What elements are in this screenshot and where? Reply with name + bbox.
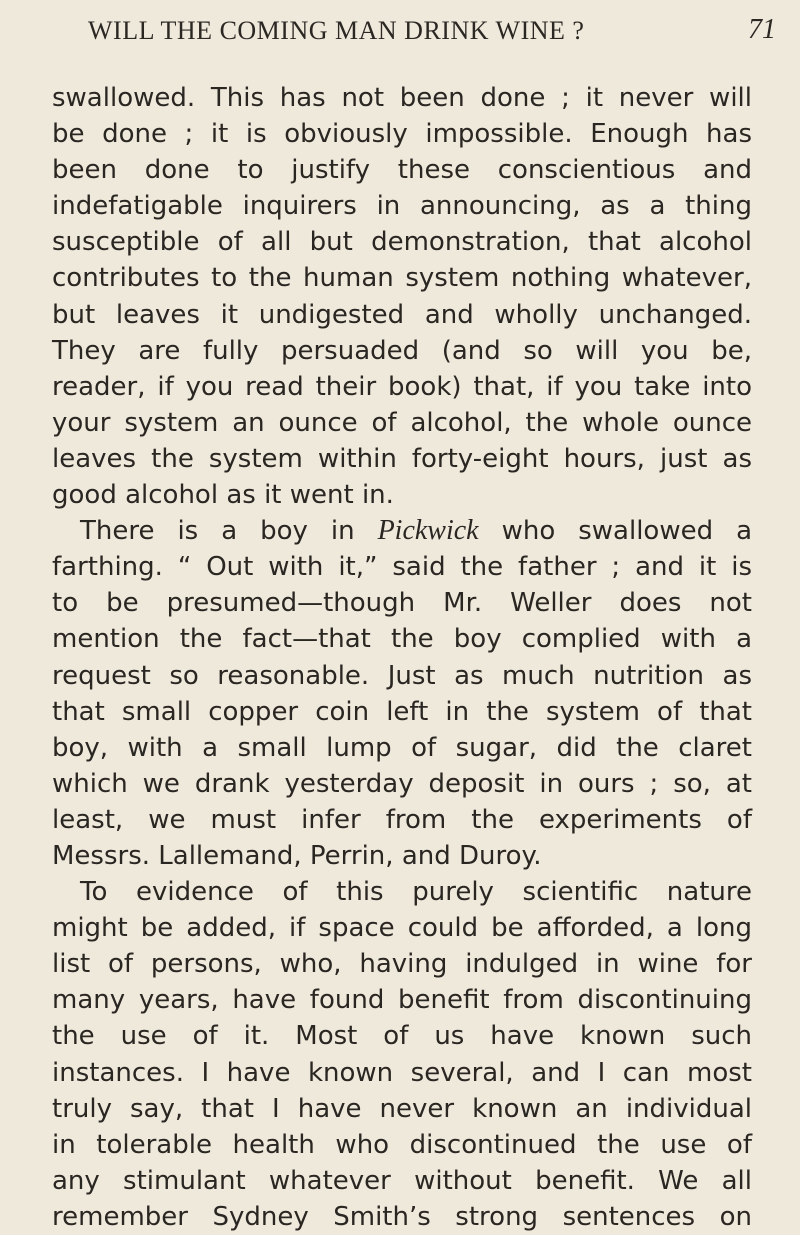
- text-line: boy, with a small lump of sugar, did the claret: [52, 732, 752, 763]
- text-line: swallowed. This has not been done ; it never will: [52, 83, 752, 113]
- text-line: least, we must infer from the experiments of: [52, 804, 752, 835]
- pickwick-after: who swallowed a: [478, 516, 752, 547]
- text-line: farthing. “ Out with it,” said the father ; and it is: [52, 552, 752, 583]
- text-line: request so reasonable. Just as much nutrition as: [52, 660, 752, 691]
- text-line: reader, if you read their book) that, if you take into: [52, 371, 752, 402]
- text-line: susceptible of all but demonstration, that alcohol: [52, 227, 752, 258]
- text-line-pickwick: [52, 513, 752, 549]
- pickwick-before: There is a boy in: [80, 516, 378, 547]
- text-line: any stimulant whatever without benefit. We all: [52, 1165, 752, 1196]
- text-line: in tolerable health who discontinued the use of: [52, 1129, 752, 1160]
- text-line: mention the fact—that the boy complied with a: [52, 624, 752, 655]
- text-line: might be added, if space could be afforded, a long: [52, 913, 752, 944]
- text-line: contributes to the human system nothing whatever,: [52, 263, 752, 294]
- text-line: which we drank yesterday deposit in ours ; so, at: [52, 768, 752, 799]
- text-line: Messrs. Lallemand, Perrin, and Duroy.: [52, 840, 542, 871]
- running-title: WILL THE COMING MAN DRINK WINE ?: [88, 16, 585, 45]
- text-line: but leaves it undigested and wholly unchanged.: [52, 299, 752, 330]
- text-line: many years, have found benefit from discontinuing: [52, 985, 752, 1016]
- text-line: your system an ounce of alcohol, the whole ounce: [52, 407, 752, 438]
- text-line: instances. I have known several, and I can most: [52, 1057, 752, 1088]
- text-line: remember Sydney Smith’s strong sentences on: [52, 1201, 752, 1232]
- page-number: 71: [748, 14, 776, 45]
- text-line: list of persons, who, having indulged in wine for: [52, 949, 752, 980]
- text-line: that small copper coin left in the system of that: [52, 696, 752, 727]
- text-line: to be presumed—though Mr. Weller does not: [52, 588, 752, 619]
- text-line: truly say, that I have never known an individual: [52, 1093, 752, 1124]
- text-line: leaves the system within forty-eight hours, just as: [52, 443, 752, 474]
- text-line: the use of it. Most of us have known such: [52, 1021, 752, 1052]
- text-line: been done to justify these conscientious and: [52, 155, 752, 186]
- text-line: indefatigable inquirers in announcing, as a thing: [52, 191, 752, 222]
- text-line: They are fully persuaded (and so will you be,: [52, 335, 752, 366]
- text-line: good alcohol as it went in.: [52, 480, 394, 511]
- running-head: [0, 12, 800, 52]
- text-line: be done ; it is obviously impossible. Enough has: [52, 119, 752, 150]
- text-line: To evidence of this purely scientific nature: [80, 877, 752, 908]
- body-text: [52, 80, 752, 1235]
- book-title-pickwick: Pickwick: [377, 515, 479, 547]
